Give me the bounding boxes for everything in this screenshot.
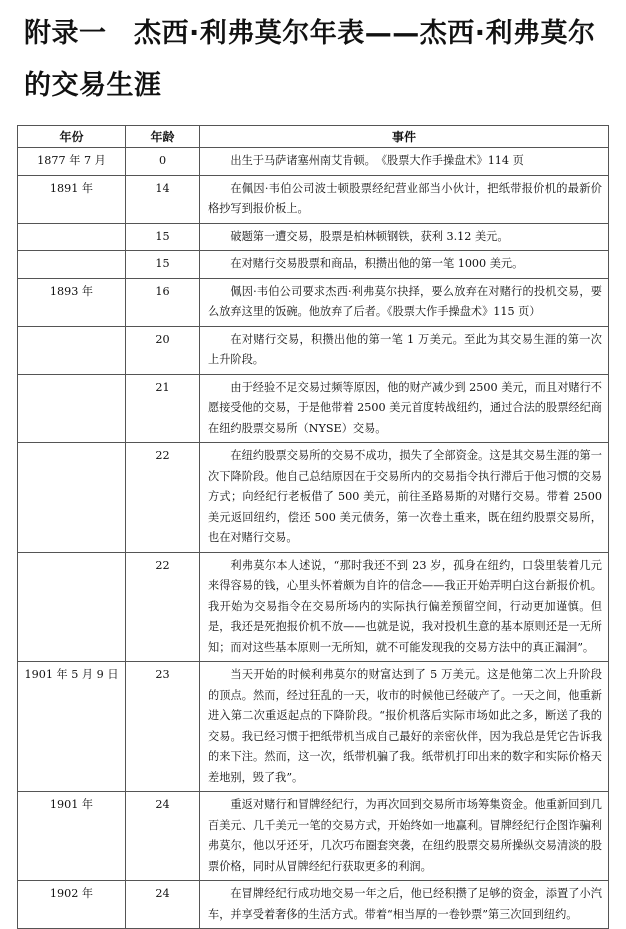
event-cell: 出生于马萨诸塞州南艾肯顿。 《股票大作手操盘术》114 页 (200, 148, 609, 176)
year-cell: 1901 年 (18, 792, 126, 881)
age-cell: 0 (126, 148, 200, 176)
year-cell (18, 223, 126, 251)
table-row (18, 552, 609, 662)
event-cell: 在佩因·韦伯公司波士顿股票经纪营业部当小伙计，把纸带报价机的最新价格抄写到报价板上。 (200, 175, 609, 223)
table-header-row (18, 126, 609, 148)
event-cell: 由于经验不足交易过频等原因，他的财产减少到 2500 美元，而且对赌行不愿接受他的交易，于是他带着 2500 美元首度转战纽约，通过合法的股票经纪商在纽约股票交易所（NYSE）交易。 (200, 374, 609, 443)
page-title: 附录一 杰西·利弗莫尔年表——杰西·利弗莫尔的交易生涯 (24, 18, 596, 101)
chronology-table (17, 125, 609, 929)
year-cell: 1877 年 7 月 (18, 148, 126, 176)
year-cell: 1901 年 5 月 9 日 (18, 662, 126, 792)
age-cell: 24 (126, 792, 200, 881)
year-cell (18, 443, 126, 553)
event-cell: 利弗莫尔本人述说，“那时我还不到 23 岁，孤身在纽约，口袋里装着几元来得容易的钱，心里头怀着颇为自许的信念——我正开始弄明白这台新报价机。我开始为交易指令在交易所场内的实际执行偏差预留空间，行动更加谨慎。但是，我还是死抱报价机不放——也就是说，我对投机生意的基本原则还是一无所知；而对这些基本原则一无所知，就不可能发现我的交易方法中的真正漏洞”。 (200, 552, 609, 662)
year-cell (18, 552, 126, 662)
table-row (18, 881, 609, 929)
event-cell: 破题第一遭交易，股票是柏林顿钢铁，获利 3.12 美元。 (200, 223, 609, 251)
age-cell: 24 (126, 881, 200, 929)
year-cell (18, 251, 126, 279)
year-column-header: 年份 (18, 126, 126, 148)
event-cell: 在对赌行交易股票和商品，积攒出他的第一笔 1000 美元。 (200, 251, 609, 279)
event-cell: 在冒牌经纪行成功地交易一年之后，他已经积攒了足够的资金，添置了小汽车，并享受着奢侈的生活方式。带着“相当厚的一卷钞票”第三次回到纽约。 (200, 881, 609, 929)
event-cell: 在对赌行交易，积攒出他的第一笔 1 万美元。至此为其交易生涯的第一次上升阶段。 (200, 326, 609, 374)
year-cell: 1902 年 (18, 881, 126, 929)
table-row (18, 148, 609, 176)
age-cell: 23 (126, 662, 200, 792)
year-cell: 1891 年 (18, 175, 126, 223)
table-row (18, 278, 609, 326)
age-cell: 15 (126, 251, 200, 279)
age-cell: 14 (126, 175, 200, 223)
event-cell: 重返对赌行和冒牌经纪行，为再次回到交易所市场筹集资金。他重新回到几百美元、几千美元一笔的交易方式，开始终如一地赢利。冒牌经纪行企图诈骗利弗莫尔，他以牙还牙，几次巧布圈套突袭，在纽约股票交易所操纵交易清淡的股票价格，同时从冒牌经纪行获取更多的利润。 (200, 792, 609, 881)
table-row (18, 326, 609, 374)
age-column-header: 年龄 (126, 126, 200, 148)
table-row (18, 251, 609, 279)
age-cell: 16 (126, 278, 200, 326)
table-row (18, 662, 609, 792)
age-cell: 21 (126, 374, 200, 443)
age-cell: 22 (126, 552, 200, 662)
event-cell: 在纽约股票交易所的交易不成功，损失了全部资金。这是其交易生涯的第一次下降阶段。他自己总结原因在于交易所内的交易指令执行滞后于他习惯的交易方式；向经纪行老板借了 500 美元，前往圣路易斯的对赌行交易。带着 2500 美元返回纽约，偿还 500 美元债务，第一次卷土重来，既在纽约股票交易所，也在对赌行交易。 (200, 443, 609, 553)
table-row (18, 223, 609, 251)
year-cell (18, 374, 126, 443)
event-column-header: 事件 (200, 126, 609, 148)
age-cell: 22 (126, 443, 200, 553)
year-cell (18, 326, 126, 374)
age-cell: 15 (126, 223, 200, 251)
table-row (18, 374, 609, 443)
table-row (18, 175, 609, 223)
event-cell: 当天开始的时候利弗莫尔的财富达到了 5 万美元。这是他第二次上升阶段的顶点。然而，经过狂乱的一天，收市的时候他已经破产了。一天之间，他重新进入第二次重返起点的下降阶段。“报价机落后实际市场如此之多，断送了我的交易。我已经习惯于把纸带机当成自己最好的亲密伙伴，因为我总是凭它告诉我的来下注。然而，这一次，纸带机骗了我。纸带机打印出来的数字和实际价格天差地别，毁了我”。 (200, 662, 609, 792)
year-cell: 1893 年 (18, 278, 126, 326)
event-cell: 佩因·韦伯公司要求杰西·利弗莫尔抉择，要么放弃在对赌行的投机交易，要么放弃这里的饭碗。他放弃了后者。《股票大作手操盘术》115 页） (200, 278, 609, 326)
age-cell: 20 (126, 326, 200, 374)
table-row (18, 443, 609, 553)
table-row (18, 792, 609, 881)
